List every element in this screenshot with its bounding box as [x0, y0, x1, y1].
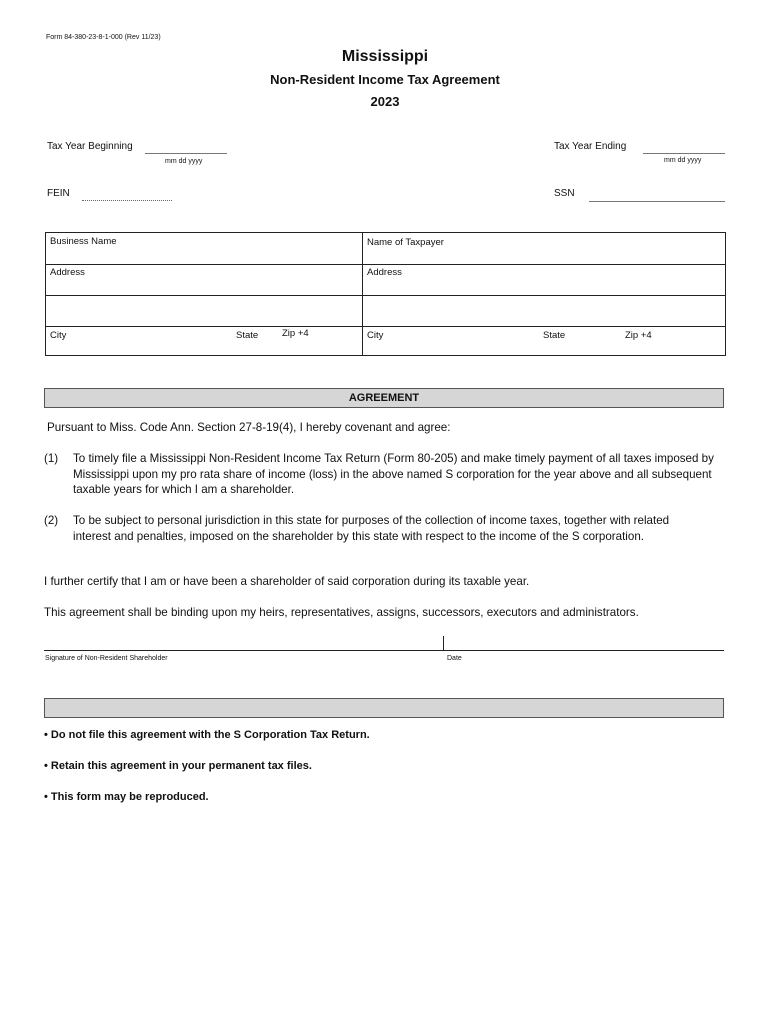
- date-label: Date: [447, 655, 462, 662]
- tax-year-beginning-label: Tax Year Beginning: [47, 141, 133, 152]
- business-name-label[interactable]: Business Name: [50, 236, 117, 247]
- city-left-label[interactable]: City: [50, 330, 67, 341]
- agreement-item-1: [44, 451, 730, 498]
- agreement-item-2: [44, 513, 684, 544]
- tax-year-ending-format: mm dd yyyy: [664, 157, 702, 164]
- tax-year-ending-field[interactable]: [643, 153, 725, 154]
- signature-date-divider: [443, 636, 444, 651]
- tax-year-title: 2023: [370, 94, 400, 109]
- agreement-heading: AGREEMENT: [44, 388, 724, 408]
- form-number: Form 84-380-23-8-1-000 (Rev 11/23): [46, 34, 161, 41]
- taxpayer-info-grid: [45, 232, 726, 356]
- signature-label: Signature of Non-Resident Shareholder: [45, 655, 168, 662]
- item-2-number: (2): [44, 514, 59, 527]
- blank-shaded-bar: [44, 698, 724, 718]
- address-right-label[interactable]: Address: [367, 267, 402, 278]
- address-left-label[interactable]: Address: [50, 267, 85, 278]
- binding-statement: This agreement shall be binding upon my heirs, representatives, assigns, successors, executors and administrators.: [44, 606, 639, 619]
- tax-year-beginning-field[interactable]: [145, 153, 227, 154]
- item-1-text: To timely file a Mississippi Non-Resident Income Tax Return (Form 80-205) and make timely payment of all taxes imposed by Mississippi upon my pro rata share of income (loss) in the above named S corporation for the year above and all subsequent taxable years for which I am a shareholder.: [73, 452, 714, 496]
- form-title: Non-Resident Income Tax Agreement: [270, 72, 500, 87]
- state-right-label[interactable]: State: [543, 330, 566, 341]
- ssn-field[interactable]: [589, 201, 725, 202]
- zip-right-label[interactable]: Zip +4: [625, 330, 652, 341]
- item-1-number: (1): [44, 452, 59, 465]
- certify-statement: I further certify that I am or have been a shareholder of said corporation during its taxable year.: [44, 575, 530, 588]
- zip-left-label[interactable]: Zip +4: [282, 328, 309, 339]
- tax-year-ending-label: Tax Year Ending: [554, 141, 627, 152]
- city-right-label[interactable]: City: [367, 330, 384, 341]
- tax-year-beginning-format: mm dd yyyy: [165, 158, 203, 165]
- note-retain: • Retain this agreement in your permanent tax files.: [44, 760, 312, 772]
- state-title: Mississippi: [341, 48, 429, 65]
- fein-label: FEIN: [47, 188, 70, 199]
- item-2-text: To be subject to personal jurisdiction in this state for purposes of the collection of income taxes, together with related interest and penalties, imposed on the shareholder by this state with respect to the income of the S corporation.: [73, 514, 670, 543]
- name-of-taxpayer-label[interactable]: Name of Taxpayer: [367, 237, 444, 248]
- fein-field[interactable]: [82, 200, 172, 201]
- state-left-label[interactable]: State: [236, 330, 259, 341]
- agreement-intro: Pursuant to Miss. Code Ann. Section 27-8-19(4), I hereby covenant and agree:: [47, 421, 451, 434]
- ssn-label: SSN: [554, 188, 575, 199]
- note-reproduce: • This form may be reproduced.: [44, 791, 209, 803]
- signature-line[interactable]: [44, 650, 724, 651]
- note-do-not-file: • Do not file this agreement with the S Corporation Tax Return.: [44, 729, 370, 741]
